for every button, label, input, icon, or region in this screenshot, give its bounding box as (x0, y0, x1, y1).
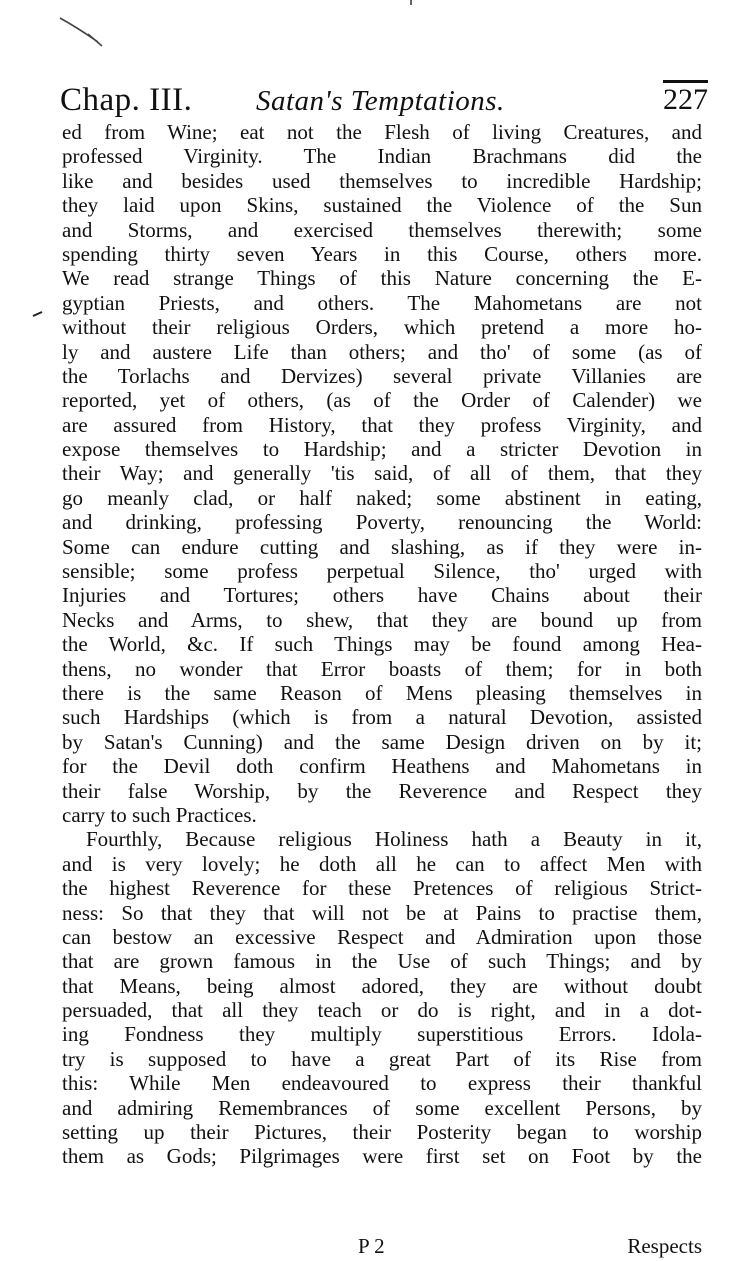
page-footer (62, 1234, 702, 1260)
text-line: carry to such Practices. (62, 802, 257, 827)
text-line: and Storms, and exercised themselves therewith; some (62, 217, 702, 242)
pencil-mark (58, 12, 108, 52)
paragraph-start: Fourthly, Because religious Holiness hath a Beauty in it, (86, 827, 702, 852)
text-line: expose themselves to Hardship; and a stricter Devotion in (62, 437, 702, 462)
text-line: are assured from History, that they profess Virginity, and (62, 412, 702, 437)
text-line: We read strange Things of this Nature concerning the E- (62, 266, 702, 291)
text-line: the highest Reverence for these Pretences of religious Strict- (62, 876, 702, 901)
text-line: their false Worship, by the Reverence and Respect they (62, 778, 702, 803)
page-number: 227 (663, 83, 708, 116)
catchword: Respects (627, 1234, 702, 1258)
text-line: this: While Men endeavoured to express their thankful (62, 1071, 702, 1096)
text-line: the World, &c. If such Things may be found among Hea- (62, 632, 702, 657)
text-line: professed Virginity. The Indian Brachmans did the (62, 144, 702, 169)
text-line: sensible; some profess perpetual Silence, tho' urged with (62, 559, 702, 584)
text-line: spending thirty seven Years in this Course, others more. (62, 241, 702, 266)
text-line: ly and austere Life than others; and tho' of some (as of (62, 339, 702, 364)
signature-mark: P 2 (358, 1234, 385, 1258)
text-line: they laid upon Skins, sustained the Violence of the Sun (62, 193, 702, 218)
text-line: and is very lovely; he doth all he can to affect Men with (62, 851, 702, 876)
text-line: there is the same Reason of Mens pleasing themselves in (62, 680, 702, 705)
ink-mark (408, 0, 414, 6)
running-header (60, 80, 708, 124)
text-line: persuaded, that all they teach or do is right, and in a dot- (62, 998, 702, 1023)
text-line: that Means, being almost adored, they are without doubt (62, 973, 702, 998)
margin-dash (32, 310, 44, 318)
body-text (62, 120, 702, 1169)
text-line: them as Gods; Pilgrimages were first set on Foot by the (62, 1144, 702, 1169)
text-line: such Hardships (which is from a natural Devotion, assisted (62, 705, 702, 730)
text-line: that are grown famous in the Use of such Things; and by (62, 949, 702, 974)
text-line: ed from Wine; eat not the Flesh of living Creatures, and (62, 120, 702, 144)
text-line: gyptian Priests, and others. The Mahometans are not (62, 290, 702, 315)
text-line: reported, yet of others, (as of the Order of Calender) we (62, 388, 702, 413)
text-line: and drinking, professing Poverty, renouncing the World: (62, 510, 702, 535)
chapter-heading: Chap. III. (60, 82, 193, 118)
text-line: for the Devil doth confirm Heathens and Mahometans in (62, 754, 702, 779)
text-line: without their religious Orders, which pretend a more ho- (62, 315, 702, 340)
text-line: setting up their Pictures, their Posterity began to worship (62, 1120, 702, 1145)
text-line: try is supposed to have a great Part of its Rise from (62, 1046, 702, 1071)
text-line: thens, no wonder that Error boasts of them; for in both (62, 656, 702, 681)
text-line: Necks and Arms, to shew, that they are bound up from (62, 607, 702, 632)
text-line: can bestow an excessive Respect and Admiration upon those (62, 924, 702, 949)
text-line: and admiring Remembrances of some excellent Persons, by (62, 1095, 702, 1120)
text-line: by Satan's Cunning) and the same Design driven on by it; (62, 729, 702, 754)
text-line: Some can endure cutting and slashing, as if they were in- (62, 534, 702, 559)
running-title: Satan's Temptations. (256, 85, 505, 117)
text-line: go meanly clad, or half naked; some abstinent in eating, (62, 485, 702, 510)
text-line: Injuries and Tortures; others have Chains about their (62, 583, 702, 608)
text-line: like and besides used themselves to incredible Hardship; (62, 168, 702, 193)
text-line: their Way; and generally 'tis said, of all of them, that they (62, 461, 702, 486)
text-line: ness: So that they that will not be at Pains to practise them, (62, 900, 702, 925)
text-line: ing Fondness they multiply superstitious Errors. Idola- (62, 1022, 702, 1047)
text-line: the Torlachs and Dervizes) several private Villanies are (62, 363, 702, 388)
